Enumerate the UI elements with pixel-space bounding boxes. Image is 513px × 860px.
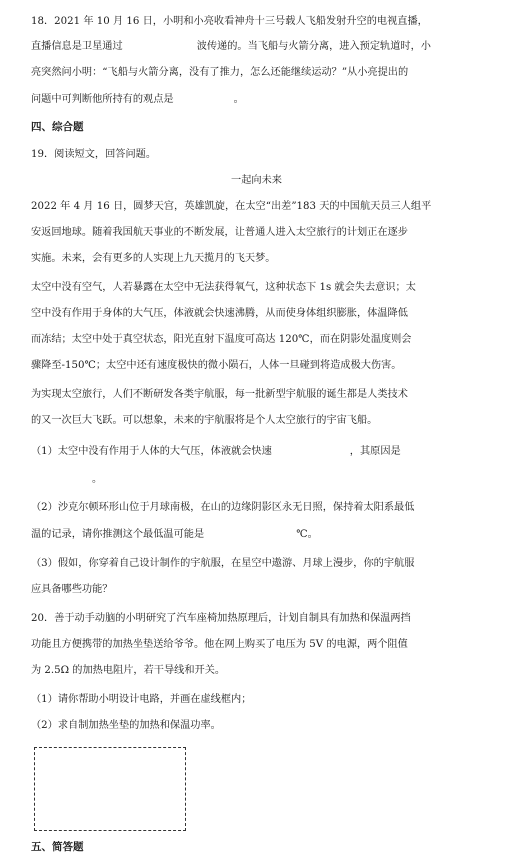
q18-blank-2[interactable]: [174, 101, 234, 102]
q20-line1: 20．善于动手动脑的小明研究了汽车座椅加热原理后，计划自制具有加热和保温两挡: [31, 613, 411, 624]
circuit-drawing-box[interactable]: [34, 747, 186, 831]
section-4-title: 四、综合题: [31, 121, 84, 133]
q19-p1-line3: 实施。未来，会有更多的人实现上九天揽月的飞天梦。: [31, 253, 276, 264]
q18-dot: 。: [233, 94, 244, 105]
q19-intro: 19．阅读短文，回答问题。: [31, 149, 157, 160]
q20-line2: 功能且方便携带的加热坐垫送给爷爷。他在网上购买了电压为 5V 的电源，两个阻值: [31, 639, 408, 650]
q18-line2-a: 直播信息是卫星通过: [31, 41, 123, 52]
q20-sub2: （2）求自制加热坐垫的加热和保温功率。: [31, 720, 221, 731]
q18-line4-a: 问题中可判断他所持有的观点是: [31, 94, 174, 105]
q19-p3-line2: 的又一次巨大飞跃。可以想象，未来的宇航服将是个人太空旅行的宇宙飞船。: [31, 415, 378, 426]
q19-p3-line1: 为实现太空旅行，人们不断研发各类宇航服，每一批新型宇航服的诞生都是人类技术: [31, 389, 408, 400]
q19-sub1-a: （1）太空中没有作用于人体的大气压，体液就会快速: [31, 446, 272, 457]
q19-p2-line3: 而冻结；太空中处于真空状态，阳光直射下温度可高达 120℃，而在阴影处温度则会: [31, 334, 412, 345]
q19-sub3-line2: 应具备哪些功能？: [31, 584, 113, 595]
q19-sub2-blank[interactable]: [204, 536, 296, 537]
q19-sub1-dot: 。: [92, 474, 102, 485]
q18-line4: [31, 93, 244, 107]
q19-sub1: [31, 445, 401, 459]
q19-sub3-line1: （3）假如，你穿着自己设计制作的宇航服，在星空中遨游、月球上漫步，你的宇航服: [31, 558, 415, 569]
q20-sub1: （1）请你帮助小明设计电路，并画在虚线框内；: [31, 694, 252, 705]
section-5-title: 五、简答题: [31, 841, 84, 853]
q19-sub2-line2: [31, 528, 318, 542]
q19-sub2-line2-a: 温的记录，请你推测这个最低温可能是: [31, 529, 205, 540]
q19-p1-line1: 2022 年 4 月 16 日，圆梦天宫，英雄凯旋，在太空“出差”183 天的中国航天员三人组平: [31, 201, 432, 212]
q19-p2-line2: 空中没有作用于身体的大气压，体液就会快速沸腾，从而使身体组织膨胀，体温降低: [31, 308, 408, 319]
q19-sub2-line1: （2）沙克尔顿环形山位于月球南极，在山的边缘阴影区永无日照，保持着太阳系最低: [31, 502, 415, 513]
q19-sub1-b: ，其原因是: [349, 446, 401, 457]
q19-sub2-line2-b: ℃。: [296, 529, 318, 540]
q18-line3: 亮突然问小明：“飞船与火箭分离，没有了推力，怎么还能继续运动？”从小亮提出的: [31, 67, 409, 78]
q20-line3: 为 2.5Ω 的加热电阻片，若干导线和开关。: [31, 665, 226, 676]
q19-p2-line1: 太空中没有空气，人若暴露在太空中无法获得氧气，这种状态下 1s 就会失去意识；太: [31, 282, 416, 293]
q18-line2: [31, 40, 431, 54]
q18-line1: 18．2021 年 10 月 16 日，小明和小亮收看神舟十三号载人飞船发射升空的电视直播，: [31, 16, 428, 27]
q19-p2-line4: 骤降至-150℃；太空中还有速度极快的微小陨石，人体一旦碰到将造成极大伤害。: [31, 360, 402, 371]
article-title: 一起向未来: [231, 175, 282, 186]
q19-sub1-blank-1[interactable]: [272, 453, 350, 454]
q19-p1-line2: 安返回地球。随着我国航天事业的不断发展，让普通人进入太空旅行的计划正在逐步: [31, 227, 408, 238]
q18-blank-1[interactable]: [123, 48, 197, 49]
q18-line2-b: 波传递的。当飞船与火箭分离，进入预定轨道时，小: [196, 41, 431, 52]
